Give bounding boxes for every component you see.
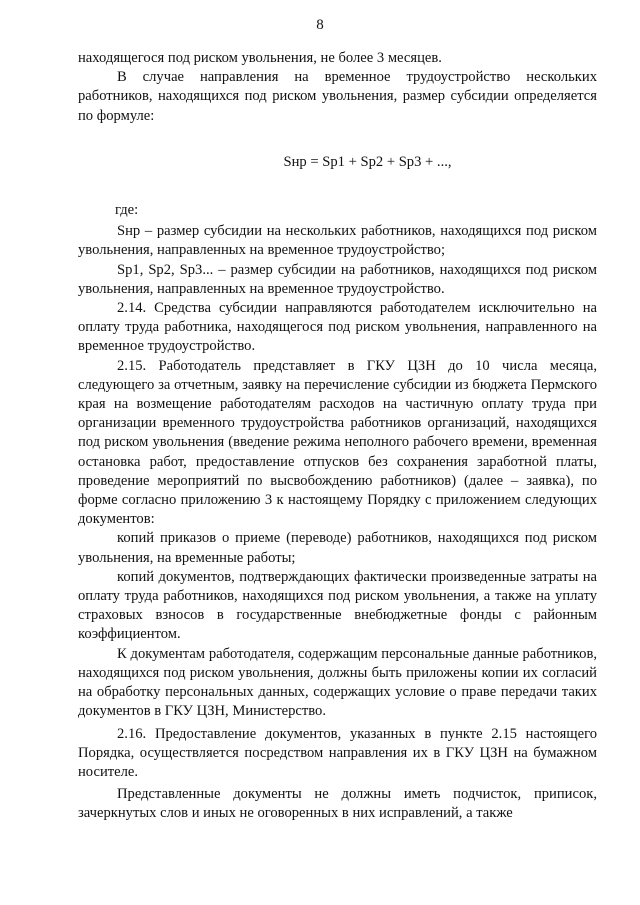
formula-where-label: где: <box>115 202 139 219</box>
paragraph-2-15: 2.15. Работодатель представляет в ГКУ ЦЗН до 10 числа месяца, следующего за отчетным, заявку на перечисление субсидии из бюджета Пермского края на возмещение работодателям расходов на частичную оплату труда при организации временного трудоустройства работников организаций, находящихся под риском увольнения (введение режима неполного рабочего времени, временная остановка работ, предоставление отпусков без сохранения заработной платы, проведение мероприятий по высвобождению работников) (далее – заявка), по форме согласно приложению 3 к настоящему Порядку с приложением следующих документов: <box>78 357 597 528</box>
subsidy-formula: Sнр = Sp1 + Sp2 + Sp3 + ..., <box>283 153 452 170</box>
definition-snr: Sнр – размер субсидии на нескольких работников, находящихся под риском увольнения, направленных на временное трудоустройство; <box>78 223 597 259</box>
page-number: 8 <box>316 17 324 33</box>
definition-sp: Sp1, Sp2, Sp3... – размер субсидии на работников, находящихся под риском увольнения, направленных на временное трудоустройство. <box>78 261 597 297</box>
paragraph-continuation: находящегося под риском увольнения, не более 3 месяцев. <box>78 50 442 66</box>
paragraph-personal-data: К документам работодателя, содержащим персональные данные работников, находящихся под риском увольнения, должны быть приложены копии их согласий на обработку персональных данных, содержащих условие о праве передачи таких документов в ГКУ ЦЗН, Министерство. <box>78 645 597 720</box>
paragraph-order-copies: копий приказов о приеме (переводе) работников, находящихся под риском увольнения, на временные работы; <box>78 530 597 566</box>
document-body <box>78 49 597 824</box>
paragraph-cost-copies: копий документов, подтверждающих фактически произведенные затраты на оплату труда работников, находящихся под риском увольнения, а также на уплату страховых взносов в государственные внебюджетные фонды с районным коэффициентом. <box>78 568 597 643</box>
paragraph-2-16: 2.16. Предоставление документов, указанных в пункте 2.15 настоящего Порядка, осуществляется посредством направления их в ГКУ ЦЗН на бумажном носителе. <box>78 725 597 780</box>
paragraph-2-14: 2.14. Средства субсидии направляются работодателем исключительно на оплату труда работника, находящегося под риском увольнения, направленного на временное трудоустройство. <box>78 300 597 355</box>
paragraph-multiple-workers: В случае направления на временное трудоустройство нескольких работников, находящихся под риском увольнения, размер субсидии определяется по формуле: <box>78 69 597 124</box>
paragraph-document-requirements: Представленные документы не должны иметь подчисток, приписок, зачеркнутых слов и иных не оговоренных в них исправлений, а также <box>78 786 597 822</box>
